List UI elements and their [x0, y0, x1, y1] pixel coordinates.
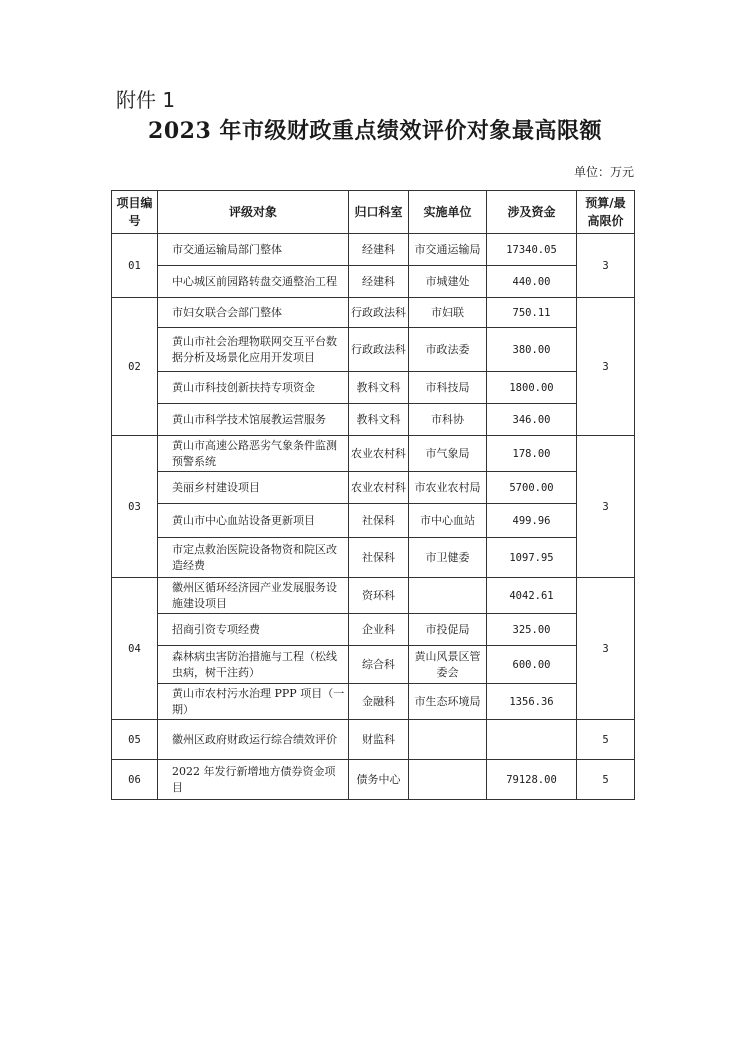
implementing-unit-cell: 市妇联	[409, 298, 487, 328]
funds-cell: 1097.95	[487, 538, 577, 578]
funds-cell: 499.96	[487, 504, 577, 538]
table-row	[112, 760, 635, 800]
implementing-unit-cell: 市卫健委	[409, 538, 487, 578]
project-code-cell: 05	[112, 720, 158, 760]
implementing-unit-cell: 市中心血站	[409, 504, 487, 538]
department-cell: 农业农村科	[349, 472, 409, 504]
column-header: 预算/最高限价	[577, 191, 635, 234]
department-cell: 经建科	[349, 266, 409, 298]
department-cell: 行政政法科	[349, 298, 409, 328]
funds-cell	[487, 720, 577, 760]
evaluation-object-cell: 黄山市高速公路恶劣气象条件监测预警系统	[158, 436, 349, 472]
funds-cell: 440.00	[487, 266, 577, 298]
evaluation-object-cell: 市妇女联合会部门整体	[158, 298, 349, 328]
evaluation-object-cell: 森林病虫害防治措施与工程（松线虫病，树干注药）	[158, 646, 349, 684]
implementing-unit-cell	[409, 760, 487, 800]
implementing-unit-cell: 市城建处	[409, 266, 487, 298]
column-header: 涉及资金	[487, 191, 577, 234]
funds-cell: 178.00	[487, 436, 577, 472]
evaluation-object-cell: 招商引资专项经费	[158, 614, 349, 646]
funds-cell: 79128.00	[487, 760, 577, 800]
funds-cell: 380.00	[487, 328, 577, 372]
implementing-unit-cell: 市农业农村局	[409, 472, 487, 504]
department-cell: 行政政法科	[349, 328, 409, 372]
table-row	[112, 538, 635, 578]
table-row	[112, 578, 635, 614]
funds-cell: 750.11	[487, 298, 577, 328]
project-code-cell: 03	[112, 436, 158, 578]
implementing-unit-cell: 市生态环境局	[409, 684, 487, 720]
project-code-cell: 04	[112, 578, 158, 720]
department-cell: 综合科	[349, 646, 409, 684]
implementing-unit-cell: 市气象局	[409, 436, 487, 472]
evaluation-object-cell: 2022 年发行新增地方债券资金项目	[158, 760, 349, 800]
department-cell: 经建科	[349, 234, 409, 266]
funds-cell: 346.00	[487, 404, 577, 436]
table-row	[112, 684, 635, 720]
department-cell: 社保科	[349, 504, 409, 538]
department-cell: 农业农村科	[349, 436, 409, 472]
funds-cell: 17340.05	[487, 234, 577, 266]
department-cell: 财监科	[349, 720, 409, 760]
department-cell: 资环科	[349, 578, 409, 614]
table-row	[112, 266, 635, 298]
budget-limit-cell: 3	[577, 436, 635, 578]
table-row	[112, 504, 635, 538]
implementing-unit-cell: 市科协	[409, 404, 487, 436]
project-code-cell: 02	[112, 298, 158, 436]
table-row	[112, 614, 635, 646]
budget-limit-cell: 3	[577, 578, 635, 720]
table-row	[112, 372, 635, 404]
implementing-unit-cell: 市科技局	[409, 372, 487, 404]
funds-cell: 600.00	[487, 646, 577, 684]
funds-cell: 1800.00	[487, 372, 577, 404]
evaluation-object-cell: 黄山市农村污水治理 PPP 项目（一期）	[158, 684, 349, 720]
department-cell: 金融科	[349, 684, 409, 720]
page-title: 2023 年市级财政重点绩效评价对象最高限额	[148, 118, 602, 144]
department-cell: 企业科	[349, 614, 409, 646]
table-header-row	[112, 191, 635, 234]
funds-cell: 5700.00	[487, 472, 577, 504]
implementing-unit-cell	[409, 578, 487, 614]
column-header: 项目编号	[112, 191, 158, 234]
table-body	[112, 234, 635, 800]
funds-cell: 1356.36	[487, 684, 577, 720]
funds-cell: 4042.61	[487, 578, 577, 614]
funds-cell: 325.00	[487, 614, 577, 646]
column-header: 评级对象	[158, 191, 349, 234]
column-header: 实施单位	[409, 191, 487, 234]
budget-limit-cell: 3	[577, 298, 635, 436]
table-row	[112, 298, 635, 328]
project-code-cell: 01	[112, 234, 158, 298]
evaluation-object-cell: 黄山市社会治理物联网交互平台数据分析及场景化应用开发项目	[158, 328, 349, 372]
department-cell: 社保科	[349, 538, 409, 578]
evaluation-object-cell: 市交通运输局部门整体	[158, 234, 349, 266]
attachment-label: 附件 1	[116, 88, 176, 112]
table-row	[112, 472, 635, 504]
evaluation-object-cell: 美丽乡村建设项目	[158, 472, 349, 504]
unit-label: 单位：万元	[573, 165, 634, 179]
implementing-unit-cell	[409, 720, 487, 760]
budget-limit-cell: 5	[577, 720, 635, 760]
department-cell: 债务中心	[349, 760, 409, 800]
evaluation-object-cell: 市定点救治医院设备物资和院区改造经费	[158, 538, 349, 578]
implementing-unit-cell: 市投促局	[409, 614, 487, 646]
department-cell: 教科文科	[349, 372, 409, 404]
evaluation-object-cell: 黄山市中心血站设备更新项目	[158, 504, 349, 538]
budget-limit-cell: 5	[577, 760, 635, 800]
implementing-unit-cell: 市交通运输局	[409, 234, 487, 266]
column-header: 归口科室	[349, 191, 409, 234]
project-code-cell: 06	[112, 760, 158, 800]
department-cell: 教科文科	[349, 404, 409, 436]
evaluation-object-cell: 徽州区政府财政运行综合绩效评价	[158, 720, 349, 760]
table-row	[112, 646, 635, 684]
evaluation-object-cell: 徽州区循环经济园产业发展服务设施建设项目	[158, 578, 349, 614]
table-row	[112, 404, 635, 436]
evaluation-object-cell: 黄山市科技创新扶持专项资金	[158, 372, 349, 404]
table-row	[112, 720, 635, 760]
table-row	[112, 436, 635, 472]
implementing-unit-cell: 市政法委	[409, 328, 487, 372]
evaluation-table	[111, 190, 635, 800]
table-row	[112, 328, 635, 372]
evaluation-object-cell: 中心城区前园路转盘交通整治工程	[158, 266, 349, 298]
evaluation-object-cell: 黄山市科学技术馆展教运营服务	[158, 404, 349, 436]
table-row	[112, 234, 635, 266]
budget-limit-cell: 3	[577, 234, 635, 298]
implementing-unit-cell: 黄山风景区管委会	[409, 646, 487, 684]
